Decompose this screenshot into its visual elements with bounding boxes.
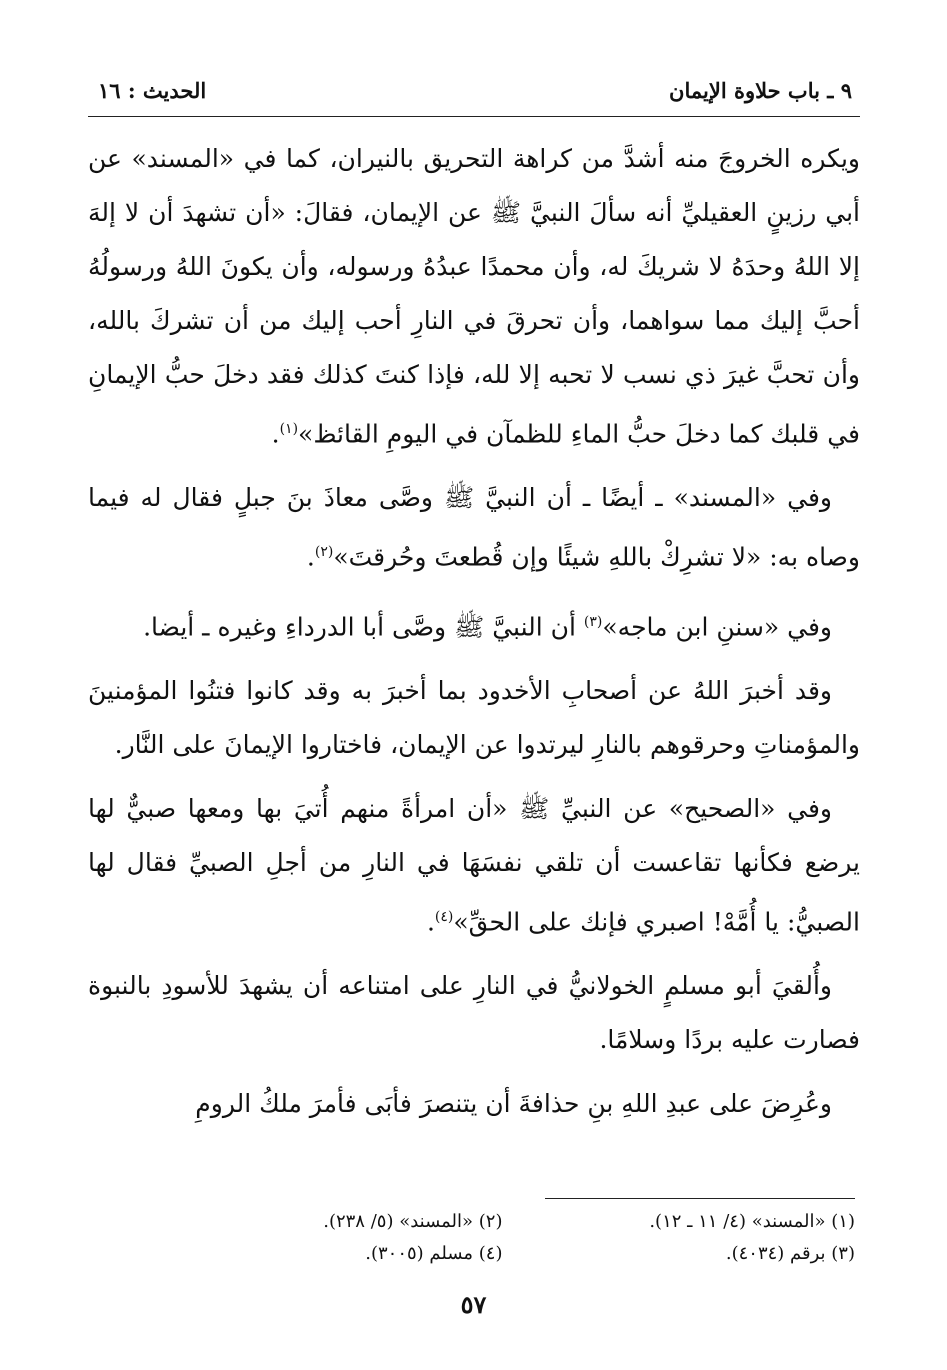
- paragraph: وفي «الصحيح» عن النبيِّ ﷺ «أن امرأةً منهم أُتيَ بها ومعها صبيٌّ لها يرضع فكأنها تقاعست أن تلقي نفسَهَا في النارِ من أجلِ الصبيِّ فقال لها الصبيُّ: يا أُمَّهْ! اصبري فإنك على الحقِّ»$^{(٤)}$.: [88, 793, 860, 937]
- paragraph: وأُلقيَ أبو مسلمٍ الخولانيُّ في النارِ على امتناعه أن يشهدَ للأسودِ بالنبوة فصارت عليه بردًا وسلامًا.: [88, 971, 860, 1055]
- paragraph: وفي «المسند» ـ أيضًا ـ أن النبيَّ ﷺ وصَّى معاذَ بنَ جبلٍ فقال له فيما وصاه به: «لا تشرِكْ باللهِ شيئًا وإن قُطعتَ وحُرقتَ»$^{(٢)}$.: [88, 483, 860, 572]
- footnote: (٤) مسلم (٣٠٠٥).: [365, 1243, 503, 1264]
- page-number: ٥٧: [460, 1290, 487, 1319]
- footnote: (٣) برقم (٤٠٣٤).: [725, 1243, 855, 1264]
- main-text: [88, 132, 860, 1141]
- paragraph: وقد أخبرَ اللهُ عن أصحابِ الأخدود بما أخبرَ به وقد كانوا فتنُوا المؤمنينَ والمؤمناتِ وحرقوهم بالنارِ ليرتدوا عن الإيمان، فاختاروا الإيمانَ على النَّار.: [88, 675, 860, 759]
- footnote: (١) «المسند» (٤/ ١١ ـ ١٢).: [649, 1211, 855, 1232]
- paragraph: وفي «سننِ ابن ماجه»$^{(٣)}$ أن النبيَّ ﷺ وصَّى أبا الدرداءِ وغيره ـ أيضا.: [143, 611, 832, 641]
- page-header: [88, 68, 860, 117]
- paragraph: وعُرِضَ على عبدِ اللهِ بنِ حذافةَ أن يتنصرَ فأبَى فأمرَ ملكُ الرومِ: [195, 1089, 832, 1119]
- hadith-number: الحديث : ١٦: [98, 78, 207, 103]
- footnote: (٢) «المسند» (٥/ ٢٣٨).: [323, 1211, 503, 1232]
- footnote-row: [150, 1206, 855, 1238]
- footnotes: [150, 1206, 855, 1270]
- footnote-separator: [545, 1198, 855, 1199]
- footnote-row: [150, 1238, 855, 1270]
- chapter-title: ٩ ـ باب حلاوة الإيمان: [669, 78, 852, 103]
- paragraph: ويكره الخروجَ منه أشدَّ من كراهة التحريق بالنيران، كما في «المسند» عن أبي رزينٍ العقيليِّ أنه سألَ النبيَّ ﷺ عن الإيمان، فقالَ: «أن تشهدَ أن لا إلهَ إلا اللهُ وحدَهُ لا شريكَ له، وأن محمدًا عبدُهُ ورسوله، وأن يكونَ اللهُ ورسولُهُ أحبَّ إليك مما سواهما، وأن تحرقَ في النارِ أحب إليك من أن تشركَ بالله، وأن تحبَّ غيرَ ذي نسب لا تحبه إلا لله، فإذا كنتَ كذلك فقد دخلَ حبُّ الإيمانِ في قلبك كما دخلَ حبُّ الماءِ للظمآن في اليومِ القائظ»$^{(١)}$.: [88, 144, 860, 449]
